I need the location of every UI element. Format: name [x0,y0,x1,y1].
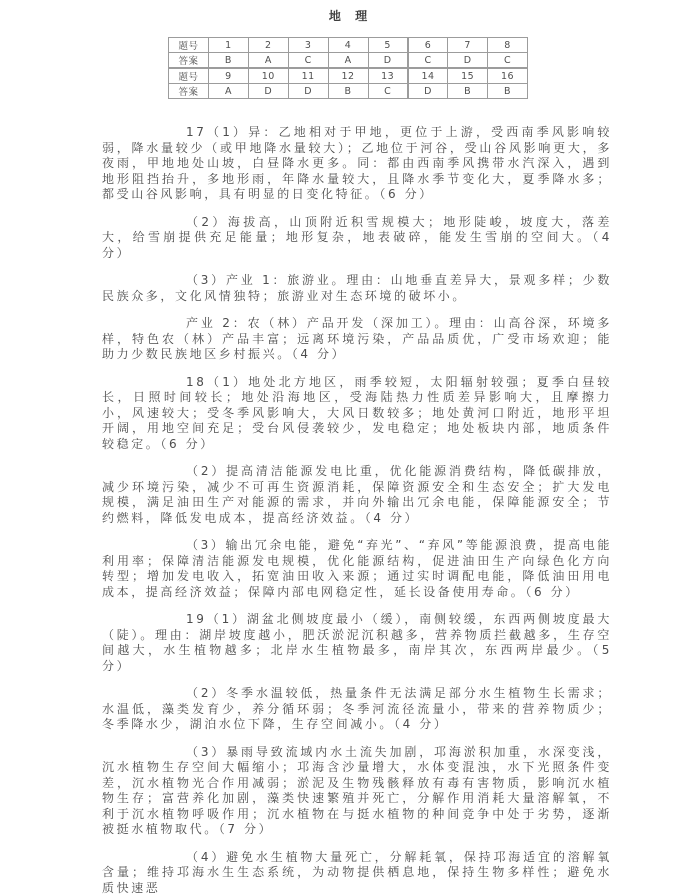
answer-cell: D [408,84,448,99]
answer-paragraph-18-3: （3）输出冗余电能，避免“弃光”、“弃风”等能源浪费，提高电能利用率；保障清洁能源发电规模，优化能源结构，促进油田生产向绿色化方向转型；增加发电收入，拓宽油田收入来源；通过实时调配电能，降低油田用电成本，提高经济效益；保障内部电网稳定性，延长设备使用寿命。（6 分） [102,538,612,600]
table-row [169,68,528,84]
answer-cell: C [488,53,528,69]
question-number-cell: 14 [408,68,448,84]
question-number-cell: 16 [488,68,528,84]
answer-cell: B [328,84,368,99]
question-number-cell: 13 [368,68,408,84]
answer-paragraph-17-3: （3）产业 1：旅游业。理由：山地垂直差异大，景观多样；少数民族众多，文化风情独特；旅游业对生态环境的破坏小。 [102,273,612,304]
question-number-cell: 15 [448,68,488,84]
row-label-cell: 答案 [169,84,209,99]
answer-paragraph-19-3: （3）暴雨导致流域内水土流失加剧，邛海淤积加重，水深变浅，沉水植物生存空间大幅缩小；邛海含沙量增大，水体变混浊，水下光照条件变差，沉水植物光合作用减弱；淤泥及生物残骸释放有毒有害物质，影响沉水植物生存；富营养化加剧，藻类快速繁殖并死亡，分解作用消耗大量溶解氧，不利于沉水植物呼吸作用；沉水植物在与挺水植物的种间竞争中处于劣势，逐渐被挺水植物取代。（7 分） [102,745,612,838]
answer-paragraph-19-2: （2）冬季水温较低，热量条件无法满足部分水生植物生长需求；水温低，藻类发育少，养分循环弱；冬季河流径流量小，带来的营养物质少；冬季降水少，湖泊水位下降，生存空间减小。（4 分） [102,686,612,733]
answer-cell: A [328,53,368,69]
answer-paragraph-18-2: （2）提高清洁能源发电比重，优化能源消费结构，降低碳排放，减少环境污染，减少不可再生资源消耗，保障资源安全和生态安全；扩大发电规模，满足油田生产对能源的需求，并向外输出冗余电能，保障能源安全；节约燃料，降低发电成本，提高经济效益。（4 分） [102,464,612,526]
answer-cell: D [248,84,288,99]
answer-cell: D [368,53,408,69]
answer-paragraph-19-1: 19（1）湖盆北侧坡度最小（缓），南侧较缓，东西两侧坡度最大（陡）。理由：湖岸坡度越小，肥沃淤泥沉积越多，营养物质拦截越多，生存空间越大，水生植物越多；北岸水生植物最多，南岸其次，东西两岸最少。（5 分） [102,612,612,674]
table-row [169,84,528,99]
table-row [169,53,528,69]
answers-content [102,125,612,896]
question-number-cell: 3 [288,38,328,53]
question-number-cell: 1 [209,38,249,53]
answer-cell: B [209,53,249,69]
answer-paragraph-17-2: （2）海拔高，山顶附近积雪规模大；地形陡峻，坡度大，落差大，给雪崩提供充足能量；地形复杂，地表破碎，能发生雪崩的空间大。（4 分） [102,215,612,262]
answer-paragraph-18-1: 18（1）地处北方地区，雨季较短，太阳辐射较强；夏季白昼较长，日照时间较长；地处沿海地区，受海陆热力性质差异影响大，且摩擦力小，风速较大；受冬季风影响大，大风日数较多；地处黄河口附近，地形平坦开阔，用地空间充足；受台风侵袭较少，发电稳定；地处板块内部，地质条件较稳定。（6 分） [102,375,612,453]
page-title: 地 理 [0,0,696,24]
answer-cell: C [368,84,408,99]
question-number-cell: 11 [288,68,328,84]
question-number-cell: 10 [248,68,288,84]
answer-paragraph-17-1: 17（1）异：乙地相对于甲地，更位于上游，受西南季风影响较弱，降水量较少（或甲地降水量较大）；乙地位于河谷，受山谷风影响更大，多夜雨，甲地地处山坡，白昼降水更多。同：都由西南季风携带水汽深入，遇到地形阻挡抬升，多地形雨，年降水量较大，且降水季节变化大，夏季降水多；都受山谷风影响，具有明显的日变化特征。（6 分） [102,125,612,203]
question-number-cell: 7 [448,38,488,53]
question-number-cell: 8 [488,38,528,53]
table-row [169,38,528,53]
answer-cell: C [288,53,328,69]
answer-cell: D [448,53,488,69]
row-label-cell: 题号 [169,68,209,84]
answer-paragraph-19-4: （4）避免水生植物大量死亡，分解耗氧，保持邛海适宜的溶解氧含量；维持邛海水生生态系统，为动物提供栖息地，保持生物多样性；避免水质快速恶 [102,850,612,896]
row-label-cell: 答案 [169,53,209,69]
row-label-cell: 题号 [169,38,209,53]
answer-cell: A [248,53,288,69]
question-number-cell: 2 [248,38,288,53]
answer-cell: C [408,53,448,69]
answer-cell: B [488,84,528,99]
answer-paragraph-17-3b: 产业 2：农（林）产品开发（深加工）。理由：山高谷深，环境多样，特色农（林）产品丰富；远离环境污染，产品品质优，广受市场欢迎；能助力少数民族地区乡村振兴。（4 分） [102,316,612,363]
answer-cell: B [448,84,488,99]
answer-cell: A [209,84,249,99]
question-number-cell: 5 [368,38,408,53]
answer-cell: D [288,84,328,99]
answer-key-table [168,37,528,99]
question-number-cell: 9 [209,68,249,84]
question-number-cell: 4 [328,38,368,53]
question-number-cell: 6 [408,38,448,53]
question-number-cell: 12 [328,68,368,84]
